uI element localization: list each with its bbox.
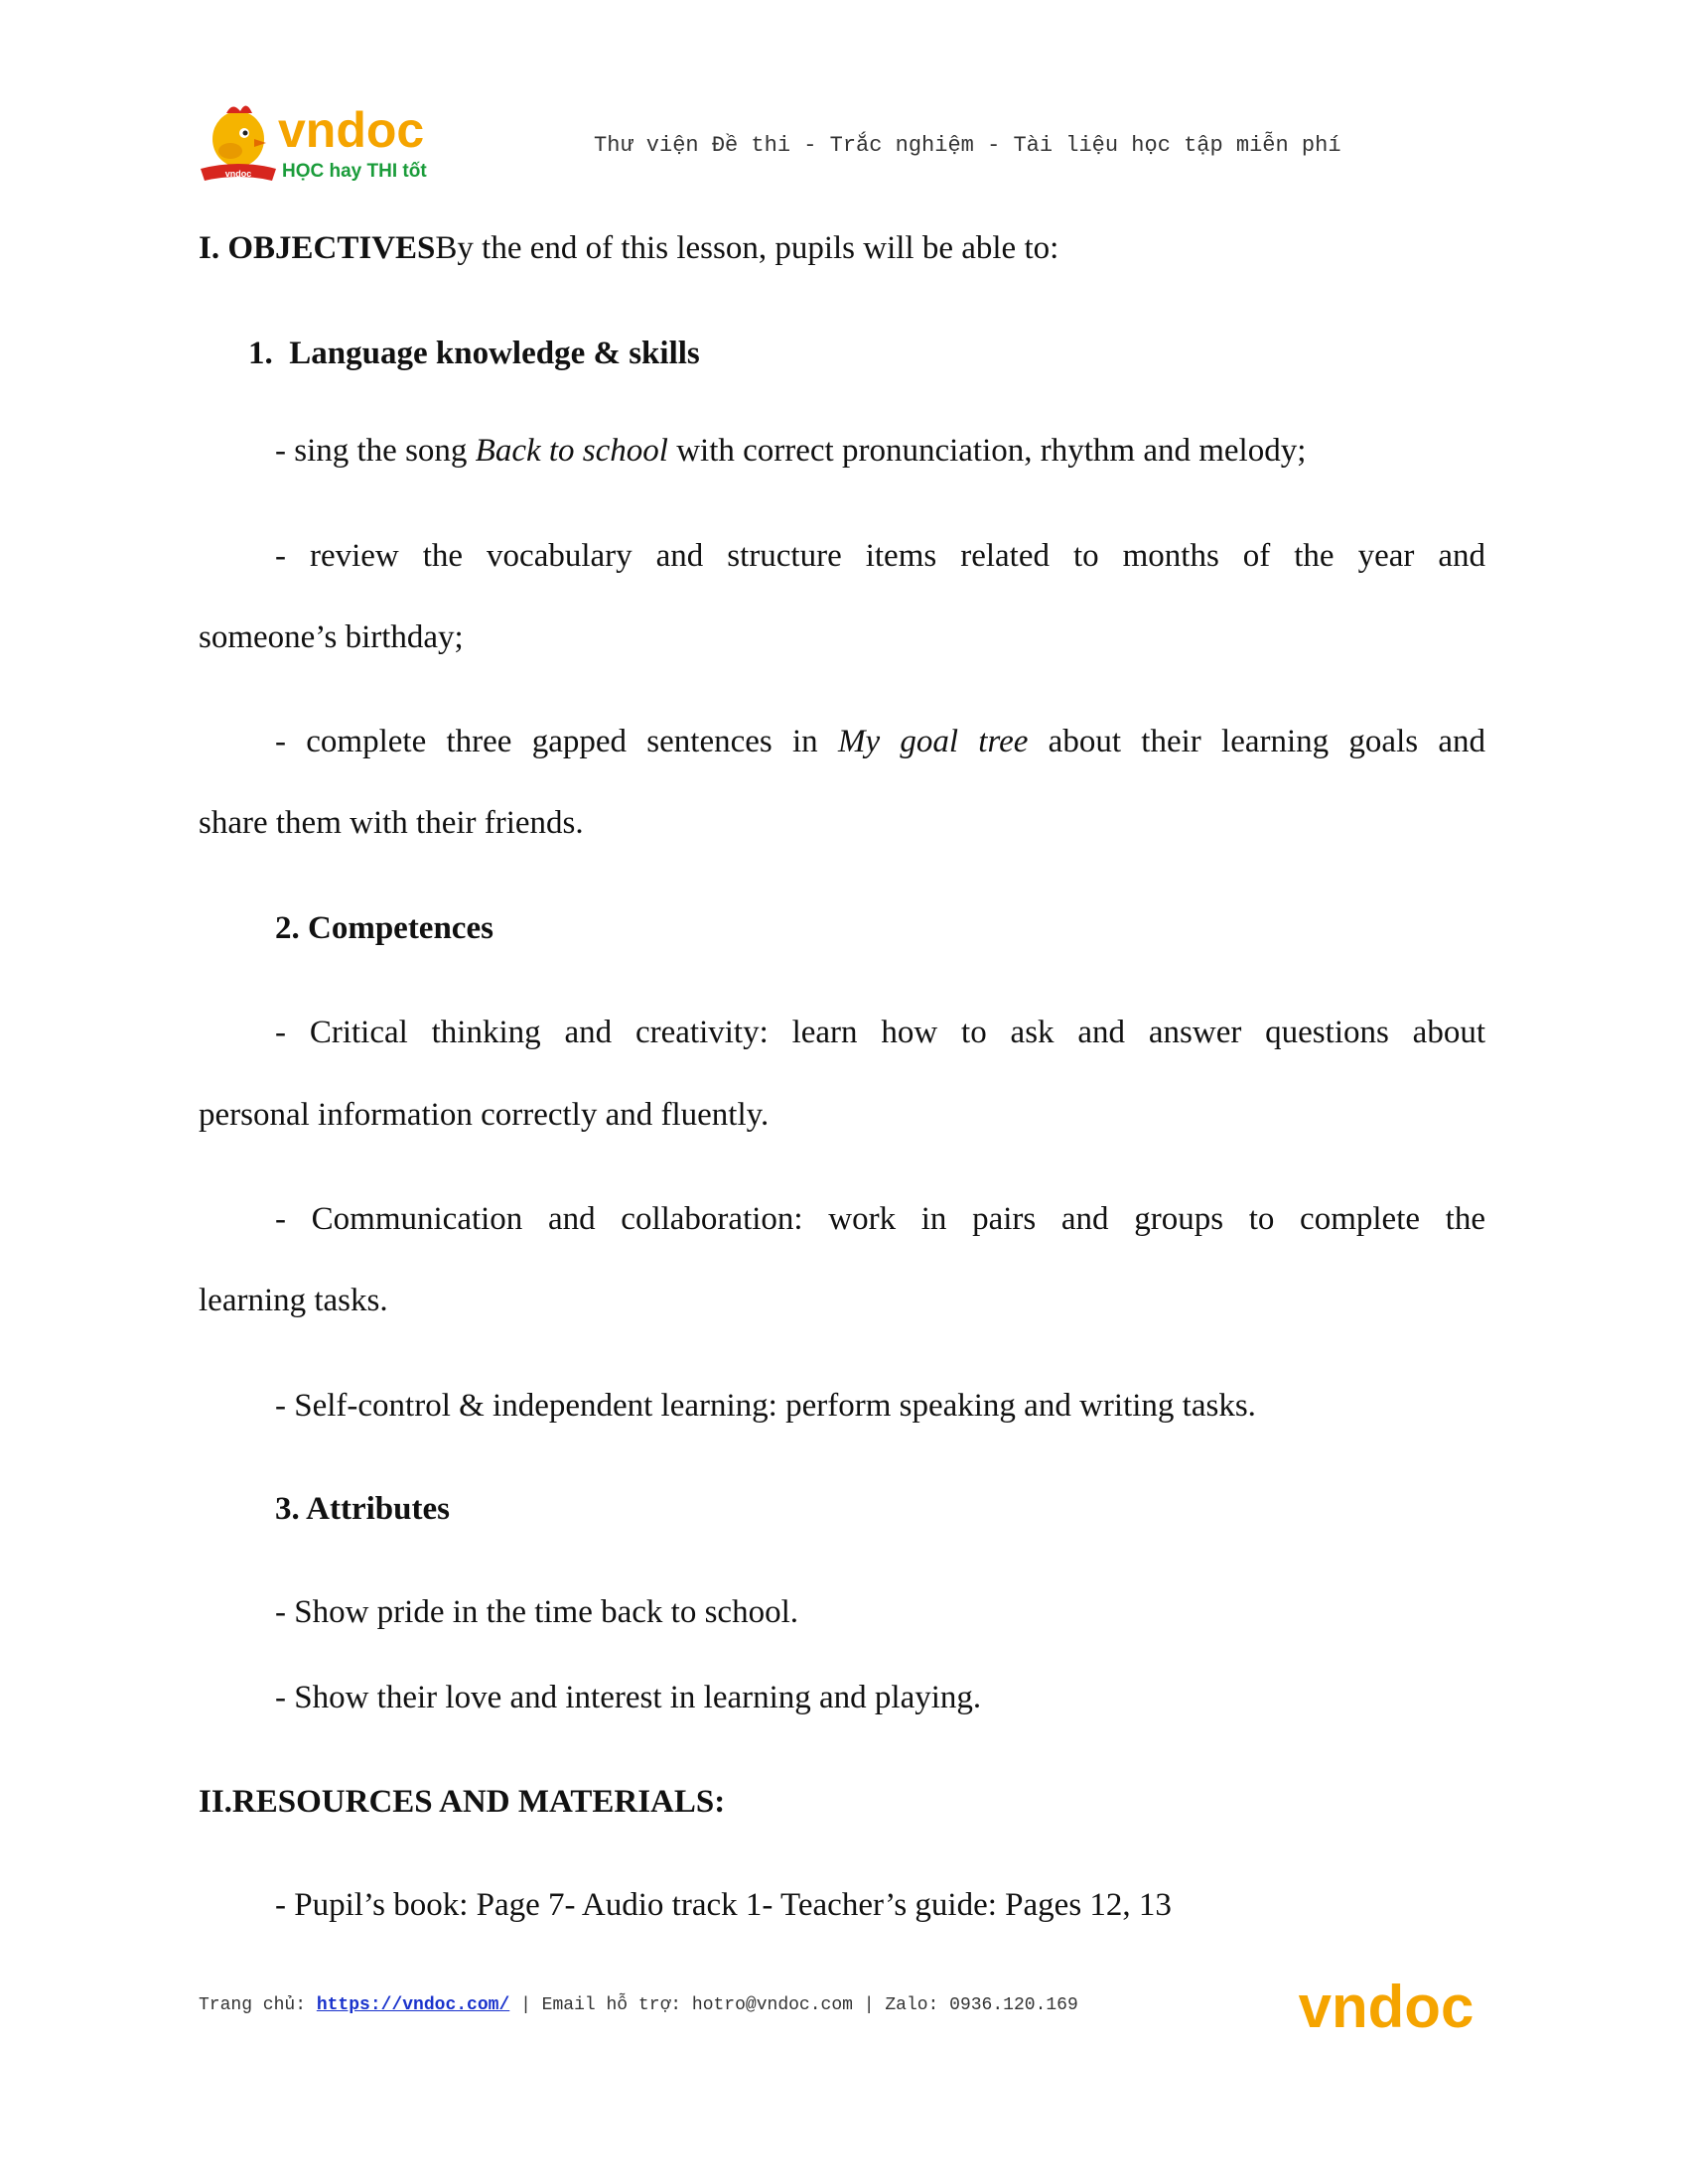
language-item-goal-line2: share them with their friends. (199, 805, 584, 841)
footer-vndoc-logo[interactable] (1287, 1976, 1485, 2045)
text-run: - complete three gapped sentences in (275, 724, 838, 759)
chicken-mascot-icon (201, 105, 276, 181)
competence-item-selfcontrol: - Self-control & independent learning: perform speaking and writing tasks. (275, 1388, 1256, 1424)
zalo-label: | Zalo: (852, 1995, 950, 2015)
language-item-song (275, 431, 1306, 471)
vndoc-logo[interactable] (197, 97, 455, 187)
home-label: Trang chủ: (199, 1995, 317, 2015)
logo-slogan: HỌC hay THI tốt (282, 161, 427, 182)
footer-contact (199, 1995, 1078, 2015)
zalo-number: 0936.120.169 (949, 1995, 1078, 2015)
logo-wordmark: vndoc (278, 102, 425, 158)
resources-heading: II.RESOURCES AND MATERIALS: (199, 1784, 726, 1820)
competence-item-communication-line2: learning tasks. (199, 1283, 388, 1318)
home-link[interactable]: https://vndoc.com/ (316, 1995, 510, 2015)
attribute-item-love: - Show their love and interest in learning and playing. (275, 1680, 982, 1715)
language-item-review-line2: someone’s birthday; (199, 619, 464, 655)
text-run: - sing the song (275, 433, 476, 469)
svg-text:vndoc: vndoc (224, 169, 252, 179)
resource-item-books: - Pupil’s book: Page 7- Audio track 1- Teacher’s guide: Pages 12, 13 (275, 1887, 1172, 1923)
email-label: | Email hỗ trợ: (509, 1995, 692, 2015)
text-run: about their learning goals and (1028, 724, 1486, 759)
language-item-goal-line1 (275, 722, 1485, 761)
subsection-title-text: Language knowledge & skills (289, 336, 700, 371)
subsection-competences-title: 2. Competences (275, 910, 493, 946)
footer-logo-wordmark: vndoc (1298, 1976, 1475, 2040)
objectives-heading-line (199, 228, 1058, 268)
subsection-language-title (248, 334, 700, 373)
attribute-item-pride: - Show pride in the time back to school. (275, 1594, 798, 1630)
support-email: hotro@vndoc.com (691, 1995, 853, 2015)
header-tagline: Thư viện Đề thi - Trắc nghiệm - Tài liệu học tập miễn phí (594, 133, 1341, 158)
text-run: with correct pronunciation, rhythm and melody; (667, 433, 1307, 469)
goal-tree-title: My goal tree (837, 724, 1029, 759)
objectives-intro: By the end of this lesson, pupils will be able to: (435, 230, 1059, 266)
competence-item-critical-line2: personal information correctly and fluently. (199, 1097, 770, 1133)
song-title: Back to school (475, 433, 668, 469)
subsection-number: 1. (248, 336, 273, 371)
objectives-title: I. OBJECTIVES (199, 230, 436, 266)
page-header (197, 97, 1477, 187)
competence-item-critical-line1: - Critical thinking and creativity: learn how to ask and answer questions about (275, 1015, 1485, 1050)
language-item-review-line1: - review the vocabulary and structure items related to months of the year and (275, 538, 1485, 574)
subsection-attributes-title: 3. Attributes (275, 1491, 450, 1527)
competence-item-communication-line1: - Communication and collaboration: work in pairs and groups to complete the (275, 1201, 1485, 1237)
page-footer (199, 1976, 1485, 2055)
